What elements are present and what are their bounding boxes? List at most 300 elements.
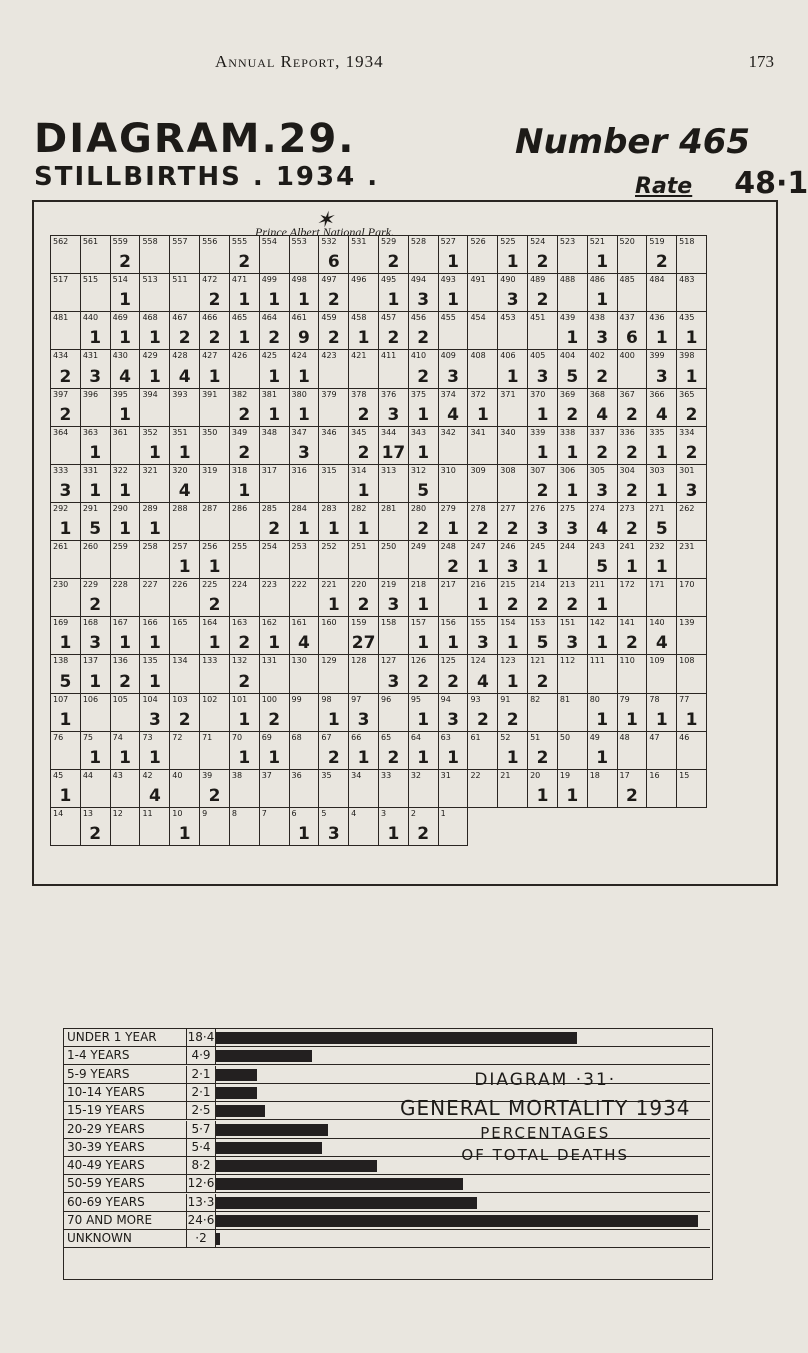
municipality-cell (557, 578, 588, 617)
municipality-cell (378, 464, 409, 503)
stillbirth-count: 2 (447, 671, 459, 692)
municipality-cell (259, 388, 290, 427)
municipality-number: 227 (142, 580, 158, 590)
municipality-cell (587, 426, 618, 465)
municipality-number: 65 (381, 732, 392, 742)
municipality-number: 429 (142, 351, 158, 361)
municipality-cell (617, 235, 648, 274)
municipality-number: 521 (589, 237, 605, 246)
municipality-cell (348, 235, 379, 274)
municipality-number: 292 (53, 503, 69, 513)
municipality-number: 319 (202, 465, 218, 475)
stillbirth-count: 1 (268, 366, 281, 387)
municipality-cell (557, 654, 588, 693)
municipality-cell (587, 540, 618, 579)
percentage-label: 13·3 (187, 1194, 215, 1209)
stillbirth-count: 2 (178, 709, 191, 730)
municipality-cell (318, 349, 349, 388)
municipality-number: 159 (351, 618, 367, 628)
municipality-cell (318, 578, 349, 617)
municipality-number: 138 (53, 656, 69, 666)
municipality-cell (80, 311, 111, 350)
percentage-label: 2·1 (186, 1066, 216, 1083)
stillbirth-count: 2 (536, 671, 549, 692)
municipality-number: 321 (142, 465, 158, 475)
municipality-number: 2 (410, 808, 416, 818)
municipality-number: 258 (142, 542, 158, 551)
municipality-cell (318, 769, 349, 808)
municipality-number: 431 (82, 351, 99, 361)
municipality-number: 164 (202, 618, 218, 628)
municipality-cell (289, 349, 320, 388)
municipality-cell (408, 235, 439, 274)
municipality-number: 410 (410, 351, 427, 361)
municipality-number: 279 (440, 503, 456, 513)
municipality-number: 523 (559, 237, 576, 246)
municipality-cell (318, 807, 349, 846)
municipality-cell (408, 731, 439, 770)
age-group-label: 50-59 YEARS (67, 1176, 145, 1191)
municipality-cell (438, 235, 469, 274)
stillbirth-count: 1 (89, 747, 102, 768)
percentage-bar (216, 1233, 220, 1245)
municipality-number: 341 (470, 427, 486, 437)
stillbirth-count: 1 (447, 633, 459, 654)
municipality-number: 21 (500, 770, 511, 780)
rate-label: Rate (635, 174, 693, 199)
municipality-cell (617, 731, 648, 770)
municipality-number: 153 (530, 618, 546, 628)
municipality-cell (259, 502, 290, 541)
stillbirth-count: 2 (387, 747, 400, 768)
municipality-number: 67 (321, 732, 332, 742)
municipality-cell (318, 616, 349, 655)
municipality-cell (378, 273, 409, 312)
municipality-number: 348 (261, 427, 277, 437)
municipality-cell (467, 273, 498, 312)
municipality-number: 17 (619, 770, 630, 780)
municipality-number: 457 (381, 313, 397, 323)
municipality-cell (527, 540, 558, 579)
municipality-number: 98 (321, 694, 332, 704)
municipality-cell (467, 693, 498, 732)
municipality-number: 14 (53, 808, 64, 818)
stillbirth-count: 3 (417, 290, 430, 311)
municipality-number: 4 (351, 808, 357, 818)
municipality-cell (110, 502, 141, 541)
municipality-number: 376 (381, 389, 397, 399)
stillbirth-count: 1 (298, 404, 310, 425)
age-group-label: UNKNOWN (67, 1231, 132, 1246)
municipality-number: 47 (649, 732, 660, 742)
stillbirth-count: 1 (59, 519, 72, 539)
municipality-cell (438, 388, 469, 427)
stillbirth-count: 1 (89, 442, 102, 463)
stillbirth-count: 2 (327, 328, 340, 349)
municipality-number: 365 (679, 389, 695, 399)
stillbirth-count: 5 (536, 633, 549, 654)
municipality-cell (467, 616, 498, 655)
municipality-number: 247 (470, 542, 486, 551)
stillbirth-count: 5 (596, 557, 609, 578)
municipality-cell (199, 807, 230, 846)
municipality-number: 532 (321, 237, 337, 246)
municipality-cell (408, 769, 439, 808)
stillbirth-count: 1 (298, 519, 310, 539)
stillbirth-count: 17 (381, 442, 406, 463)
municipality-cell (199, 540, 230, 579)
municipality-cell (318, 540, 349, 579)
page-header (0, 52, 800, 76)
municipality-cell (199, 731, 230, 770)
municipality-cell (378, 349, 409, 388)
percentage-bar (216, 1124, 328, 1136)
percentage-label: 2·5 (186, 1102, 216, 1119)
page-number: 173 (748, 52, 774, 71)
municipality-cell (527, 235, 558, 274)
municipality-cell (617, 464, 648, 503)
municipality-cell (646, 464, 677, 503)
municipality-cell (408, 273, 439, 312)
stillbirth-count: 2 (506, 709, 519, 730)
municipality-cell (199, 616, 230, 655)
municipality-number: 224 (231, 580, 248, 590)
municipality-cell (229, 731, 260, 770)
stillbirth-count: 3 (536, 519, 549, 539)
municipality-cell (438, 769, 469, 808)
municipality-number: 553 (291, 237, 307, 246)
municipality-cell (497, 426, 528, 465)
municipality-cell (289, 235, 320, 274)
municipality-number: 458 (351, 313, 367, 323)
stillbirth-count: 2 (417, 824, 430, 844)
municipality-cell (289, 807, 320, 846)
stillbirth-count: 1 (417, 442, 430, 463)
municipality-number: 434 (53, 351, 69, 361)
stillbirth-count: 2 (59, 366, 72, 387)
municipality-number: 66 (351, 732, 362, 742)
municipality-number: 529 (381, 237, 397, 246)
municipality-cell (259, 540, 290, 579)
municipality-number: 168 (82, 618, 99, 628)
stillbirth-count: 1 (268, 290, 281, 311)
municipality-number: 276 (530, 503, 546, 513)
municipality-number: 104 (142, 694, 158, 704)
municipality-number: 485 (619, 275, 635, 285)
municipality-number: 467 (172, 313, 188, 323)
municipality-number: 556 (202, 237, 218, 246)
municipality-cell (676, 464, 707, 503)
municipality-cell (587, 235, 618, 274)
municipality-cell (110, 426, 141, 465)
municipality-cell (408, 654, 439, 693)
municipality-cell (289, 502, 320, 541)
municipality-number: 528 (410, 237, 427, 246)
municipality-number: 342 (440, 427, 456, 437)
municipality-number: 287 (202, 503, 218, 513)
municipality-number: 489 (530, 275, 546, 285)
municipality-cell (557, 731, 588, 770)
municipality-number: 427 (202, 351, 218, 361)
stillbirth-rate (635, 166, 808, 201)
stillbirth-count: 4 (298, 633, 310, 654)
municipality-number: 493 (440, 275, 456, 285)
diagram-31-subheading-2: OF TOTAL DEATHS (461, 1146, 630, 1164)
stillbirth-count: 2 (238, 633, 251, 654)
municipality-number: 64 (410, 732, 421, 742)
stillbirth-count: 1 (476, 557, 489, 578)
stillbirth-count: 3 (596, 480, 609, 501)
municipality-cell (50, 693, 81, 732)
municipality-number: 250 (381, 542, 397, 551)
municipality-cell (646, 388, 677, 427)
municipality-cell (646, 349, 677, 388)
rate-value: 48·1 (734, 166, 808, 201)
stillbirth-count: 3 (89, 366, 102, 387)
stillbirth-count: 1 (447, 252, 459, 273)
municipality-number: 291 (82, 503, 99, 513)
municipality-number: 42 (142, 770, 153, 780)
percentage-bar (216, 1215, 698, 1227)
municipality-number: 525 (500, 237, 516, 246)
municipality-cell (527, 616, 558, 655)
stillbirth-count: 1 (357, 480, 370, 501)
stillbirth-count: 2 (506, 519, 519, 539)
municipality-cell (50, 540, 81, 579)
stillbirth-count: 3 (387, 595, 400, 616)
municipality-number: 163 (231, 618, 248, 628)
municipality-number: 395 (112, 389, 128, 399)
municipality-number: 124 (470, 656, 486, 666)
municipality-number: 220 (351, 580, 367, 590)
municipality-cell (646, 731, 677, 770)
municipality-cell (438, 349, 469, 388)
stillbirth-count: 2 (357, 404, 370, 425)
municipality-cell (467, 731, 498, 770)
municipality-cell (617, 311, 648, 350)
municipality-cell (139, 349, 170, 388)
stillbirth-count: 2 (357, 595, 370, 616)
municipality-cell (318, 273, 349, 312)
municipality-number: 251 (351, 542, 367, 551)
municipality-cell (80, 807, 111, 846)
stillbirth-count: 1 (566, 328, 579, 349)
municipality-cell (646, 654, 677, 693)
municipality-cell (139, 464, 170, 503)
stillbirth-count: 2 (119, 671, 131, 692)
municipality-cell (259, 731, 290, 770)
municipality-cell (50, 273, 81, 312)
stillbirth-count: 1 (506, 633, 519, 654)
municipality-cell (229, 273, 260, 312)
municipality-number: 160 (321, 618, 337, 628)
stillbirth-count: 2 (208, 595, 221, 616)
stillbirth-count: 2 (536, 480, 549, 501)
age-group-label: 10-14 YEARS (67, 1084, 145, 1099)
municipality-cell (199, 769, 230, 808)
municipality-number: 68 (291, 732, 302, 742)
stillbirth-count: 1 (178, 442, 191, 463)
municipality-cell (467, 349, 498, 388)
municipality-cell (50, 616, 81, 655)
stillbirth-count: 1 (89, 328, 102, 349)
municipality-number: 426 (231, 351, 248, 361)
stillbirth-count: 1 (327, 519, 340, 539)
municipality-number: 73 (142, 732, 153, 742)
stillbirth-count: 2 (536, 252, 549, 273)
stillbirth-count: 2 (238, 252, 251, 273)
municipality-cell (50, 388, 81, 427)
municipality-cell (139, 540, 170, 579)
municipality-cell (527, 273, 558, 312)
municipality-number: 290 (112, 503, 128, 513)
municipality-cell (289, 578, 320, 617)
percentage-bar (216, 1197, 477, 1209)
municipality-number: 409 (440, 351, 456, 361)
municipality-cell (110, 273, 141, 312)
municipality-cell (408, 693, 439, 732)
municipality-number: 346 (321, 427, 337, 437)
municipality-number: 562 (53, 237, 69, 246)
municipality-number: 231 (679, 542, 695, 551)
municipality-cell (497, 464, 528, 503)
stillbirth-count: 6 (626, 328, 638, 349)
municipality-cell (348, 464, 379, 503)
municipality-number: 322 (112, 465, 128, 475)
municipality-number: 103 (172, 694, 188, 704)
municipality-cell (676, 769, 707, 808)
stillbirth-count: 1 (357, 519, 370, 539)
municipality-cell (199, 349, 230, 388)
municipality-number: 408 (470, 351, 486, 361)
municipality-number: 241 (619, 542, 635, 551)
municipality-cell (617, 616, 648, 655)
municipality-cell (110, 616, 141, 655)
municipality-number: 557 (172, 237, 188, 246)
municipality-number: 154 (500, 618, 516, 628)
stillbirth-count: 1 (148, 671, 161, 692)
municipality-number: 13 (82, 808, 93, 818)
stillbirth-count: 1 (327, 595, 340, 616)
municipality-cell (467, 235, 498, 274)
municipality-number: 63 (440, 732, 451, 742)
stillbirth-count: 5 (655, 519, 668, 539)
municipality-cell (617, 426, 648, 465)
municipality-number: 347 (291, 427, 307, 437)
municipality-number: 456 (410, 313, 427, 323)
municipality-cell (348, 426, 379, 465)
stillbirth-count: 2 (626, 404, 638, 425)
stillbirth-count: 2 (208, 328, 221, 349)
municipality-number: 261 (53, 542, 69, 551)
municipality-cell (139, 731, 170, 770)
municipality-number: 217 (440, 580, 456, 590)
municipality-cell (378, 616, 409, 655)
municipality-cell (527, 769, 558, 808)
municipality-number: 440 (82, 313, 99, 323)
municipality-cell (199, 273, 230, 312)
municipality-cell (348, 654, 379, 693)
stillbirth-count: 1 (119, 290, 131, 311)
municipality-number: 374 (440, 389, 456, 399)
municipality-number: 340 (500, 427, 516, 437)
percentage-bar (216, 1160, 377, 1172)
stillbirth-count: 2 (626, 480, 638, 501)
stillbirth-count: 2 (447, 557, 459, 578)
stillbirth-count: 1 (238, 328, 251, 349)
municipality-number: 79 (619, 694, 630, 704)
chart-row (64, 1047, 710, 1065)
percentage-bar (216, 1178, 463, 1190)
municipality-number: 402 (589, 351, 605, 361)
municipality-cell (497, 349, 528, 388)
stillbirth-count: 1 (536, 404, 549, 425)
municipality-cell (617, 693, 648, 732)
municipality-cell (110, 731, 141, 770)
stillbirth-count: 3 (59, 480, 72, 501)
municipality-number: 391 (202, 389, 218, 399)
stillbirth-count: 4 (476, 671, 489, 692)
stillbirth-count: 1 (148, 328, 161, 349)
municipality-number: 274 (589, 503, 605, 513)
municipality-number: 108 (679, 656, 695, 666)
municipality-number: 96 (381, 694, 392, 704)
municipality-cell (80, 388, 111, 427)
municipality-number: 519 (649, 237, 665, 246)
stillbirth-count: 3 (447, 366, 459, 387)
stillbirth-count: 1 (208, 366, 221, 387)
municipality-number: 107 (53, 694, 69, 704)
municipality-number: 158 (381, 618, 397, 628)
municipality-cell (587, 769, 618, 808)
municipality-number: 11 (142, 808, 153, 818)
municipality-cell (617, 388, 648, 427)
chart-row (64, 1175, 710, 1193)
municipality-cell (80, 731, 111, 770)
municipality-number: 139 (679, 618, 695, 628)
municipality-cell (50, 654, 81, 693)
stillbirth-count: 1 (89, 671, 102, 692)
municipality-cell (348, 769, 379, 808)
municipality-number: 246 (500, 542, 516, 551)
municipality-number: 161 (291, 618, 307, 628)
municipality-number: 61 (470, 732, 481, 742)
municipality-cell (378, 578, 409, 617)
percentage-bar (216, 1142, 322, 1154)
municipality-cell (110, 311, 141, 350)
municipality-cell (646, 311, 677, 350)
stillbirth-count: 1 (417, 633, 430, 654)
stillbirth-count: 2 (208, 785, 221, 806)
municipality-number: 243 (589, 542, 605, 551)
municipality-cell (110, 388, 141, 427)
municipality-cell (50, 349, 81, 388)
municipality-cell (497, 769, 528, 808)
municipality-cell (318, 235, 349, 274)
municipality-cell (408, 388, 439, 427)
municipality-number: 497 (321, 275, 337, 285)
municipality-cell (497, 273, 528, 312)
municipality-number: 1 (440, 808, 446, 818)
municipality-number: 464 (261, 313, 277, 323)
park-emblem-icon: ✶ (315, 207, 334, 232)
diagram-31-heading: GENERAL MORTALITY 1934 (400, 1096, 691, 1120)
stillbirth-count: 3 (506, 557, 519, 578)
municipality-number: 216 (470, 580, 486, 590)
diagram-29-subtitle: STILLBIRTHS . 1934 . (34, 162, 380, 192)
stillbirth-count: 3 (506, 290, 519, 311)
stillbirth-count: 1 (447, 747, 459, 768)
